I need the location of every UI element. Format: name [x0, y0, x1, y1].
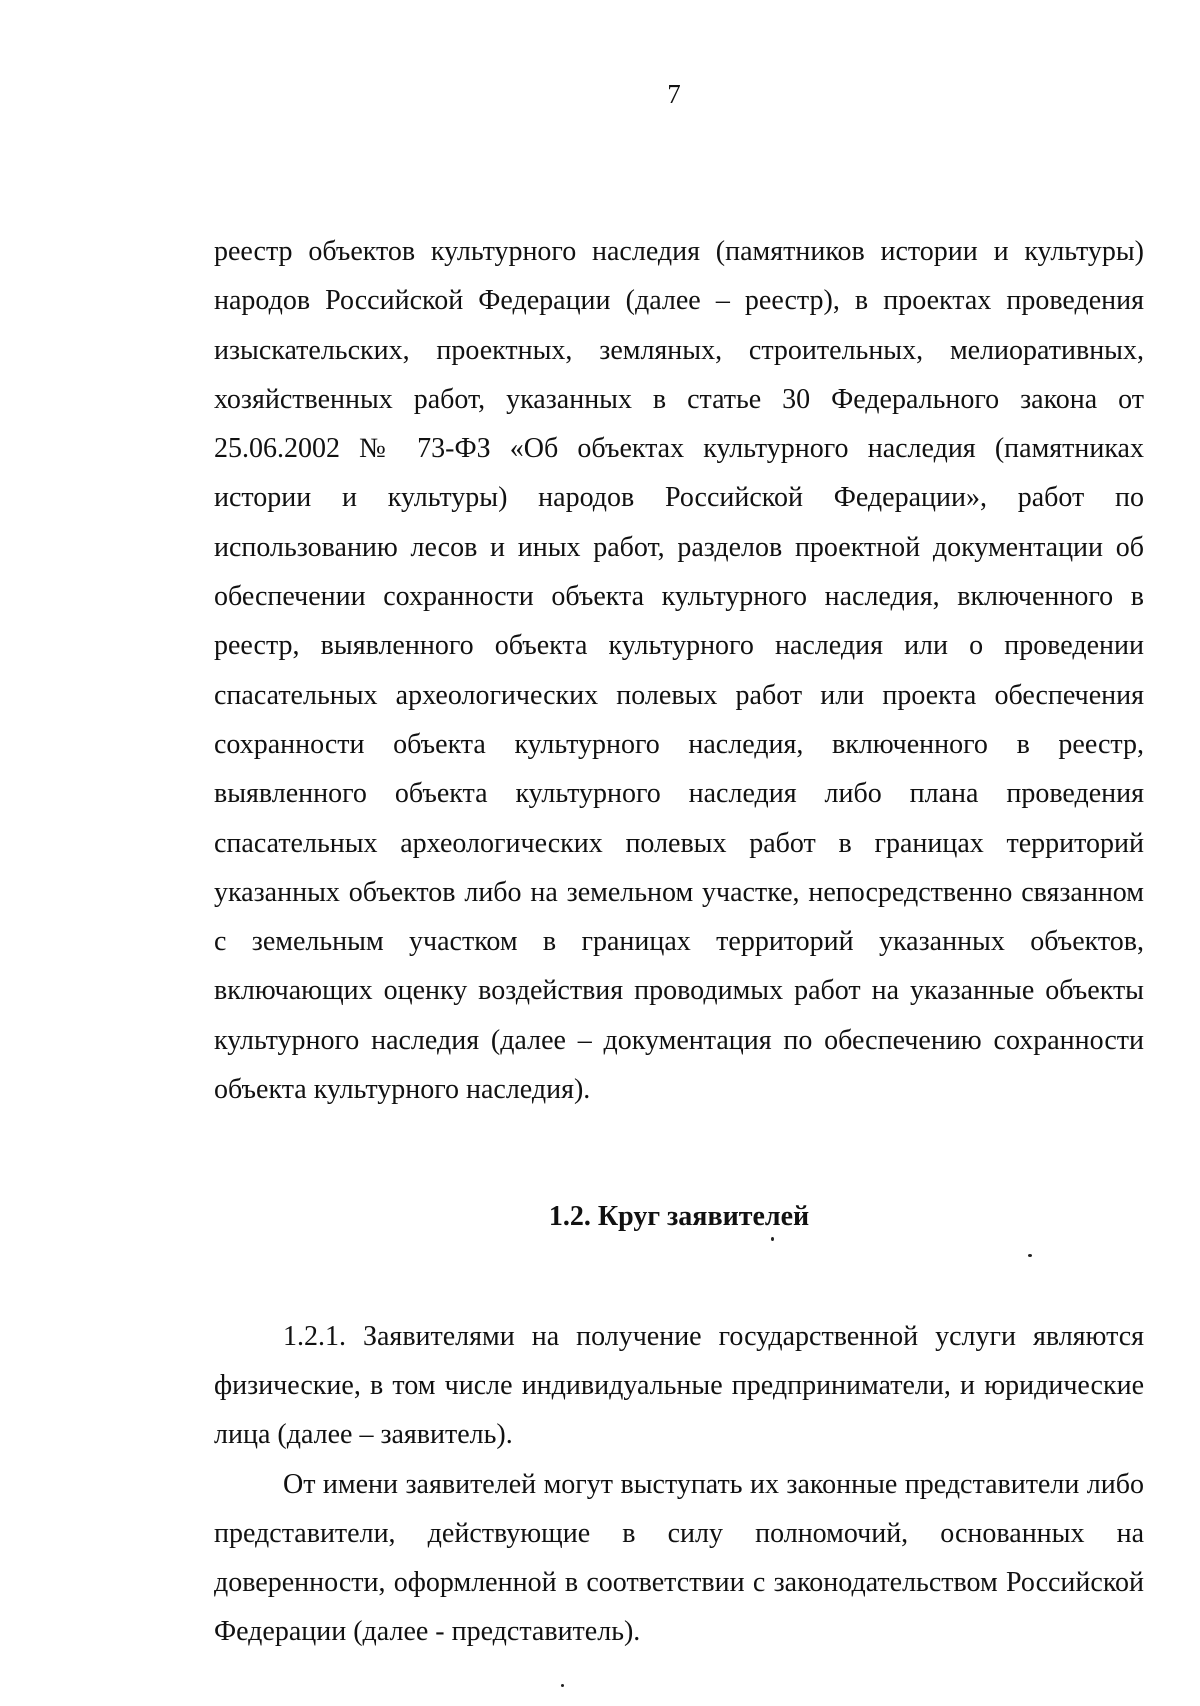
body-paragraph-representatives: От имени заявителей могут выступать их законные представители либо представители, действующие в силу полномочий, основанных на доверенности, оформленной в соответствии с законодательством Российской Федерации (далее - представитель). [214, 1468, 1144, 1648]
page-number: 7 [667, 79, 681, 109]
body-paragraph-applicants: 1.2.1. Заявителями на получение государственной услуги являются физические, в том числе индивидуальные предприниматели, и юридические лица (далее – заявитель). [214, 1320, 1144, 1451]
section-heading: 1.2. Круг заявителей [548, 1201, 810, 1233]
scan-speck [771, 1237, 774, 1241]
scan-speck [1028, 1254, 1032, 1257]
document-body [214, 227, 1144, 1657]
scan-speck [561, 1684, 564, 1687]
body-paragraph-continued: реестр объектов культурного наследия (памятников истории и культуры) народов Российской Федерации (далее – реестр), в проектах проведения изыскательских, проектных, земляных, строительных, мелиоративных, хозяйственных работ, указанных в статье 30 Федерального закона от 25.06.2002 № 73-ФЗ «Об объектах культурного наследия (памятниках истории и культуры) народов Российской Федерации», работ по использованию лесов и иных работ, разделов проектной документации об обеспечении сохранности объекта культурного наследия, включенного в реестр, выявленного объекта культурного наследия или о проведении спасательных археологических полевых работ или проекта обеспечения сохранности объекта культурного наследия, включенного в реестр, выявленного объекта культурного наследия либо плана проведения спасательных археологических полевых работ в границах территорий указанных объектов либо на земельном участке, непосредственно связанном с земельным участком в границах территорий указанных объектов, включающих оценку воздействия проводимых работ на указанные объекты культурного наследия (далее – документация по обеспечению сохранности объекта культурного наследия). [214, 236, 1144, 1106]
